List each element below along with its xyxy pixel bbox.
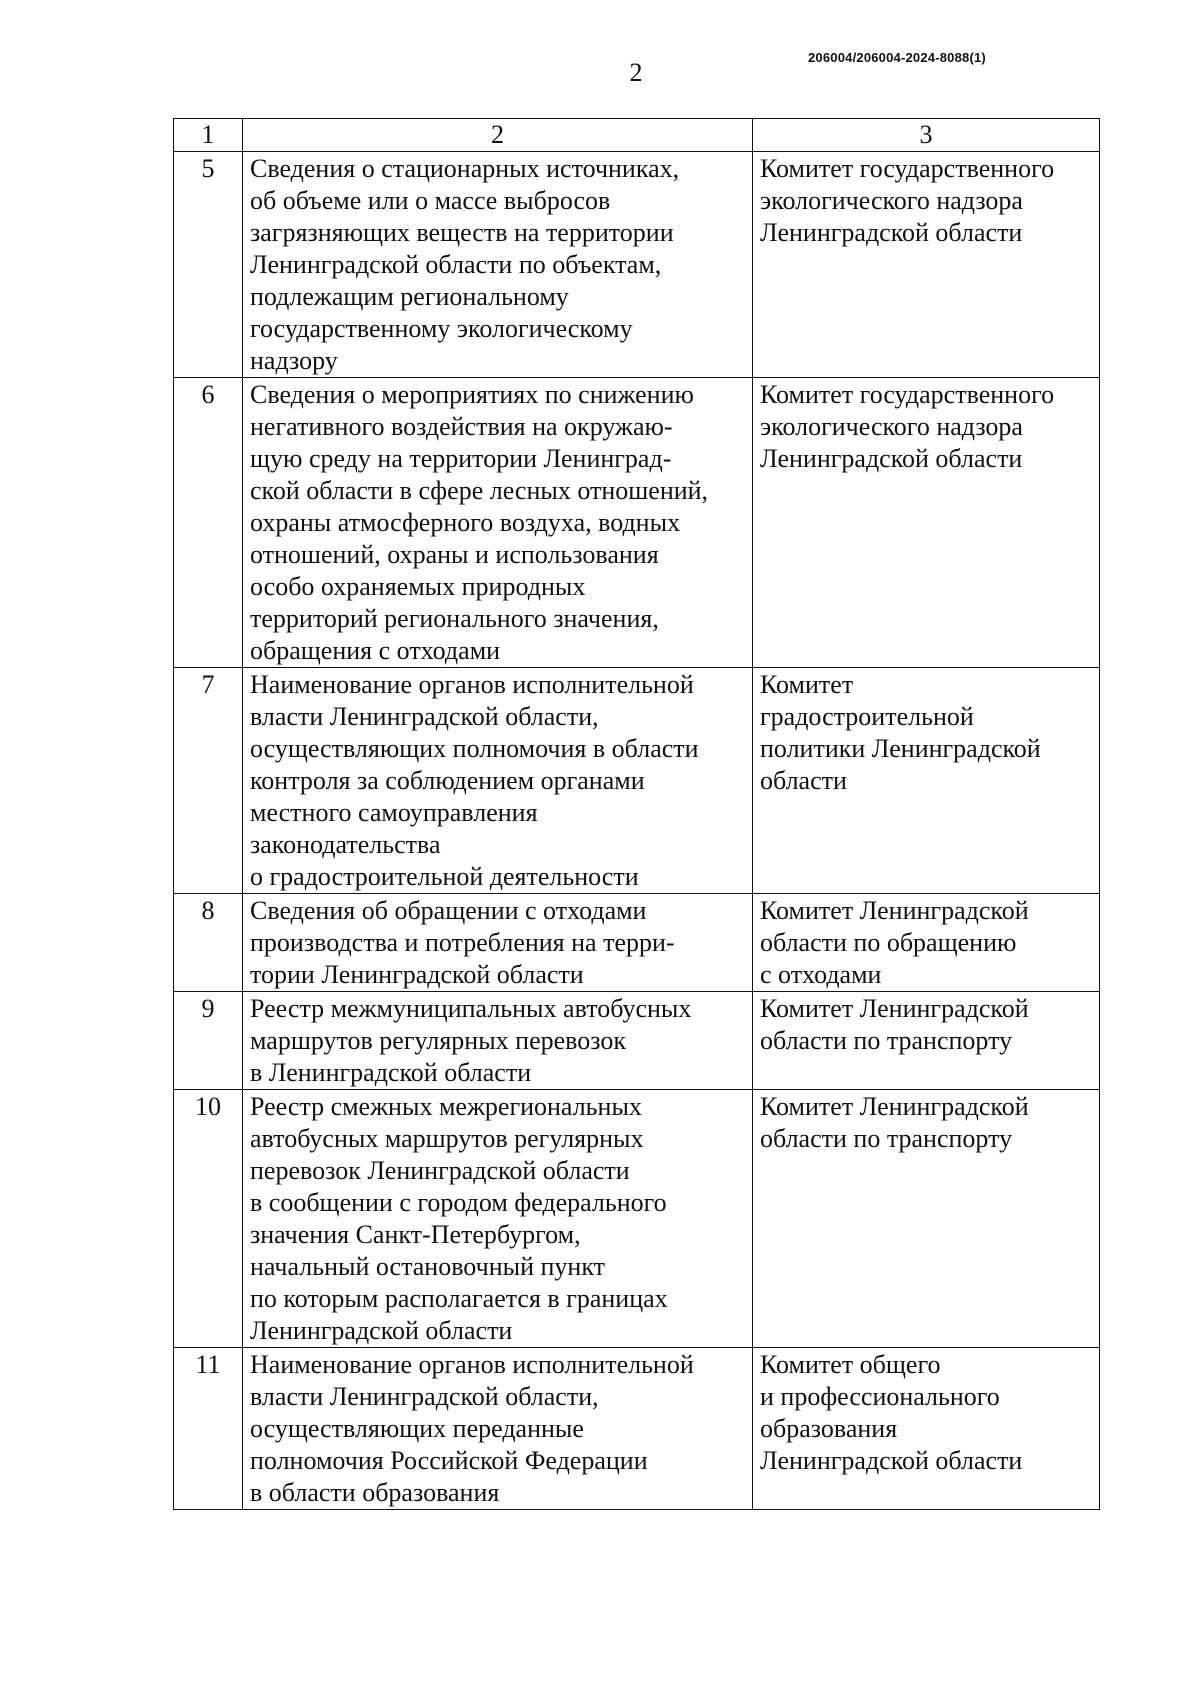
table-header-row xyxy=(174,119,1100,152)
table-row xyxy=(174,894,1100,992)
row-agency: Комитет государственного экологического надзора Ленинградской области xyxy=(753,378,1100,668)
row-agency: Комитет Ленинградской области по обращению с отходами xyxy=(753,894,1100,992)
row-info: Реестр смежных межрегиональных автобусных маршрутов регулярных перевозок Ленинградской области в сообщении с городом федерального значения Санкт-Петербургом, начальный остановочный пункт по которым располагается в границах Ленинградской области xyxy=(243,1090,753,1348)
row-info: Наименование органов исполнительной власти Ленинградской области, осуществляющих переданные полномочия Российской Федерации в области образования xyxy=(243,1348,753,1510)
row-info: Наименование органов исполнительной власти Ленинградской области, осуществляющих полномочия в области контроля за соблюдением органами местного самоуправления законодательства о градостроительной деятельности xyxy=(243,668,753,894)
column-header-1: 1 xyxy=(174,119,243,152)
column-header-3: 3 xyxy=(753,119,1100,152)
row-info: Реестр межмуниципальных автобусных маршрутов регулярных перевозок в Ленинградской области xyxy=(243,992,753,1090)
row-number: 6 xyxy=(174,378,243,668)
document-id: 206004/206004-2024-8088(1) xyxy=(808,50,986,65)
row-number: 10 xyxy=(174,1090,243,1348)
data-table xyxy=(173,118,1100,1510)
row-number: 9 xyxy=(174,992,243,1090)
row-number: 8 xyxy=(174,894,243,992)
row-agency: Комитет Ленинградской области по транспорту xyxy=(753,992,1100,1090)
row-number: 7 xyxy=(174,668,243,894)
row-info: Сведения о стационарных источниках, об объеме или о массе выбросов загрязняющих веществ на территории Ленинградской области по объектам, подлежащим региональному государственному экологическому надзору xyxy=(243,152,753,378)
row-info: Сведения о мероприятиях по снижению негативного воздействия на окружаю- щую среду на территории Ленинград- ской области в сфере лесных отношений, охраны атмосферного воздуха, водных отношений, охраны и использования особо охраняемых природных территорий регионального значения, обращения с отходами xyxy=(243,378,753,668)
row-number: 11 xyxy=(174,1348,243,1510)
column-header-2: 2 xyxy=(243,119,753,152)
row-agency: Комитет Ленинградской области по транспорту xyxy=(753,1090,1100,1348)
row-number: 5 xyxy=(174,152,243,378)
table-row xyxy=(174,378,1100,668)
table-row xyxy=(174,992,1100,1090)
table-row xyxy=(174,152,1100,378)
row-agency: Комитет градостроительной политики Ленинградской области xyxy=(753,668,1100,894)
table-row xyxy=(174,668,1100,894)
row-agency: Комитет государственного экологического надзора Ленинградской области xyxy=(753,152,1100,378)
table-row xyxy=(174,1090,1100,1348)
table-row xyxy=(174,1348,1100,1510)
page-number: 2 xyxy=(629,58,643,87)
row-agency: Комитет общего и профессионального образования Ленинградской области xyxy=(753,1348,1100,1510)
row-info: Сведения об обращении с отходами производства и потребления на терри- тории Ленинградской области xyxy=(243,894,753,992)
